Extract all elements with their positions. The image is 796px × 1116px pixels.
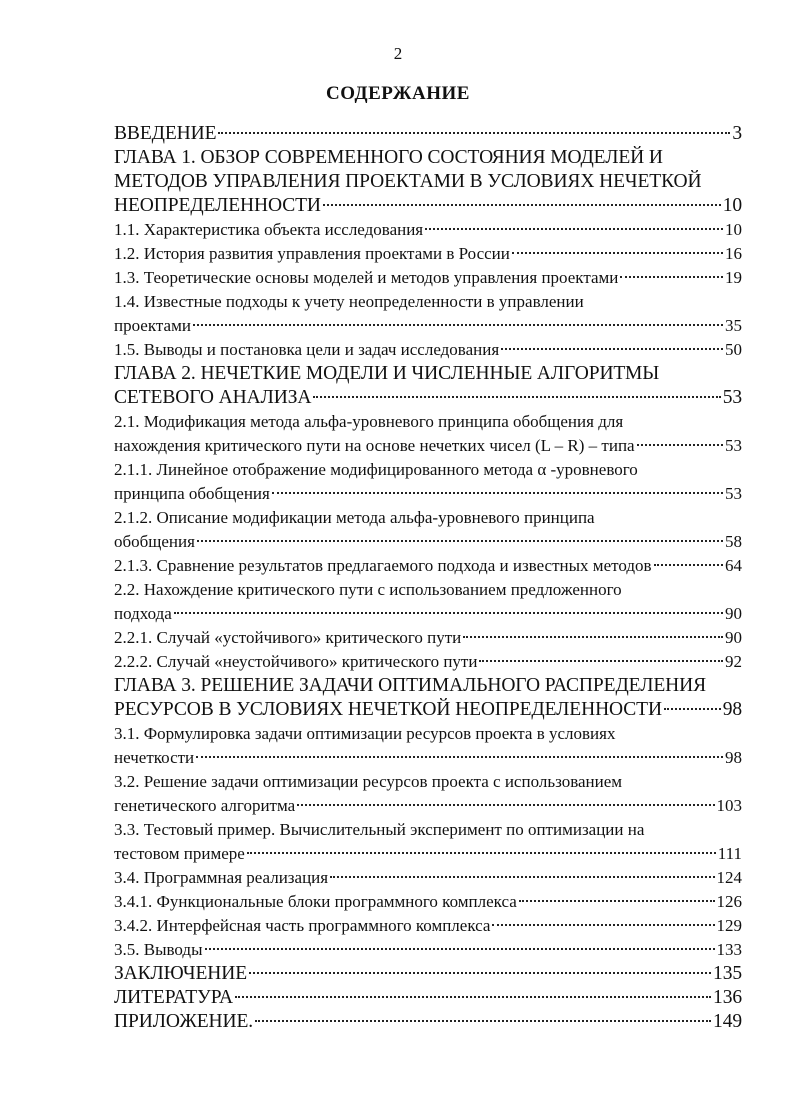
toc-entry-text: 1.1. Характеристика объекта исследования xyxy=(114,220,424,239)
toc-entry-line xyxy=(114,650,742,674)
dot-leader xyxy=(313,396,720,398)
toc-page-number: 64 xyxy=(725,556,742,575)
dot-leader xyxy=(197,540,723,542)
toc-entry-text: 3.4. Программная реализация xyxy=(114,868,329,887)
toc-entry[interactable] xyxy=(114,290,742,338)
dot-leader xyxy=(519,900,715,902)
toc-entry-text: 3.4.2. Интерфейсная часть программного комплекса xyxy=(114,916,491,935)
toc-entry-line xyxy=(114,482,742,506)
dot-leader xyxy=(196,756,723,758)
toc-entry[interactable] xyxy=(114,266,742,290)
toc-entry-line xyxy=(114,410,742,434)
toc-page-number: 58 xyxy=(725,532,742,551)
toc-entry[interactable] xyxy=(114,722,742,770)
dot-leader xyxy=(193,324,723,326)
toc-entry-text: ЗАКЛЮЧЕНИЕ xyxy=(114,963,248,984)
toc-entry-text: проектами xyxy=(114,316,191,335)
toc-page-number: 53 xyxy=(725,436,742,455)
dot-leader xyxy=(479,660,723,662)
toc-entry[interactable] xyxy=(114,122,742,146)
toc-entry[interactable] xyxy=(114,818,742,866)
toc-entry-text: НЕОПРЕДЕЛЕННОСТИ xyxy=(114,195,321,216)
toc-page-number: 129 xyxy=(716,916,742,935)
toc-entry-text: ЛИТЕРАТУРА xyxy=(114,987,233,1008)
toc-entry-text: 2.1. Модификация метода альфа-уровневого принципа обобщения для xyxy=(114,412,624,431)
toc-entry-line xyxy=(114,314,742,338)
toc-entry-line xyxy=(114,722,742,746)
toc-page-number: 98 xyxy=(722,699,742,720)
toc-page-number: 19 xyxy=(725,268,742,287)
toc-entry-line xyxy=(114,194,742,218)
table-of-contents xyxy=(114,122,742,1034)
dot-leader xyxy=(501,348,723,350)
toc-entry-text: ГЛАВА 3. РЕШЕНИЕ ЗАДАЧИ ОПТИМАЛЬНОГО РАСПРЕДЕЛЕНИЯ xyxy=(114,675,707,696)
dot-leader xyxy=(205,948,715,950)
dot-leader xyxy=(174,612,723,614)
toc-entry-line xyxy=(114,674,742,698)
toc-entry[interactable] xyxy=(114,626,742,650)
toc-page-number: 35 xyxy=(725,316,742,335)
dot-leader xyxy=(272,492,723,494)
toc-entry-text: 3.1. Формулировка задачи оптимизации ресурсов проекта в условиях xyxy=(114,724,616,743)
toc-entry-text: МЕТОДОВ УПРАВЛЕНИЯ ПРОЕКТАМИ В УСЛОВИЯХ НЕЧЕТКОЙ xyxy=(114,171,702,192)
toc-page-number: 135 xyxy=(713,963,742,984)
toc-entry-line xyxy=(114,626,742,650)
toc-page-number: 16 xyxy=(725,244,742,263)
toc-page-number: 90 xyxy=(725,604,742,623)
toc-page-number: 126 xyxy=(716,892,742,911)
toc-entry[interactable] xyxy=(114,218,742,242)
toc-page-number: 53 xyxy=(725,484,742,503)
toc-entry-text: 2.2.2. Случай «неустойчивого» критического пути xyxy=(114,652,478,671)
toc-entry[interactable] xyxy=(114,914,742,938)
toc-entry-text: 1.5. Выводы и постановка цели и задач исследования xyxy=(114,340,500,359)
dot-leader xyxy=(664,708,721,710)
dot-leader xyxy=(620,276,723,278)
toc-entry-text: 3.4.1. Функциональные блоки программного комплекса xyxy=(114,892,517,911)
toc-entry-line xyxy=(114,506,742,530)
toc-page-number: 3 xyxy=(732,123,742,144)
toc-entry-text: СЕТЕВОГО АНАЛИЗА xyxy=(114,387,312,408)
toc-entry-text: ГЛАВА 2. НЕЧЕТКИЕ МОДЕЛИ И ЧИСЛЕННЫЕ АЛГОРИТМЫ xyxy=(114,363,660,384)
dot-leader xyxy=(425,228,723,230)
dot-leader xyxy=(297,804,714,806)
toc-entry-text: 3.2. Решение задачи оптимизации ресурсов проекта с использованием xyxy=(114,772,623,791)
toc-entry[interactable] xyxy=(114,650,742,674)
toc-page-number: 50 xyxy=(725,340,742,359)
toc-entry[interactable] xyxy=(114,458,742,506)
toc-entry-text: генетического алгоритма xyxy=(114,796,296,815)
toc-entry-line xyxy=(114,746,742,770)
toc-entry[interactable] xyxy=(114,362,742,410)
toc-entry-line xyxy=(114,146,742,170)
toc-entry-line xyxy=(114,890,742,914)
toc-page-number: 92 xyxy=(725,652,742,671)
toc-page-number: 103 xyxy=(716,796,742,815)
toc-entry-line xyxy=(114,1010,742,1034)
toc-entry[interactable] xyxy=(114,866,742,890)
toc-entry-text: нечеткости xyxy=(114,748,195,767)
toc-entry-line xyxy=(114,986,742,1010)
dot-leader xyxy=(247,852,716,854)
toc-entry-line xyxy=(114,338,742,362)
toc-entry[interactable] xyxy=(114,242,742,266)
toc-entry-text: 2.1.1. Линейное отображение модифицированного метода α -уровневого xyxy=(114,460,638,479)
toc-page-number: 90 xyxy=(725,628,742,647)
toc-entry-line xyxy=(114,122,742,146)
dot-leader xyxy=(654,564,723,566)
toc-page-number: 10 xyxy=(722,195,742,216)
toc-entry-text: принципа обобщения xyxy=(114,484,270,503)
toc-entry-line xyxy=(114,818,742,842)
toc-entry-line xyxy=(114,602,742,626)
dot-leader xyxy=(512,252,723,254)
toc-entry[interactable] xyxy=(114,938,742,962)
dot-leader xyxy=(492,924,714,926)
dot-leader xyxy=(637,444,723,446)
toc-page-number: 53 xyxy=(722,387,742,408)
toc-page-number: 111 xyxy=(717,844,742,863)
toc-entry-line xyxy=(114,242,742,266)
toc-page-number: 149 xyxy=(713,1011,742,1032)
toc-entry-line xyxy=(114,842,742,866)
toc-entry-line xyxy=(114,914,742,938)
toc-entry[interactable] xyxy=(114,962,742,986)
dot-leader xyxy=(249,972,711,974)
toc-entry-line xyxy=(114,266,742,290)
toc-entry-text: обобщения xyxy=(114,532,195,551)
toc-entry-text: РЕСУРСОВ В УСЛОВИЯХ НЕЧЕТКОЙ НЕОПРЕДЕЛЕННОСТИ xyxy=(114,699,662,720)
toc-entry-text: 2.1.2. Описание модификации метода альфа-уровневого принципа xyxy=(114,508,595,527)
toc-entry-line xyxy=(114,866,742,890)
dot-leader xyxy=(323,204,721,206)
toc-entry-line xyxy=(114,170,742,194)
toc-entry-line xyxy=(114,290,742,314)
toc-page-number: 133 xyxy=(716,940,742,959)
toc-entry-text: 1.2. История развития управления проектами в России xyxy=(114,244,510,263)
page-title: СОДЕРЖАНИЕ xyxy=(326,83,470,104)
toc-page-number: 124 xyxy=(716,868,742,887)
toc-entry-text: 2.2.1. Случай «устойчивого» критического пути xyxy=(114,628,462,647)
toc-page-number: 98 xyxy=(725,748,742,767)
toc-entry-text: 1.3. Теоретические основы моделей и методов управления проектами xyxy=(114,268,619,287)
toc-entry-line xyxy=(114,218,742,242)
toc-entry-text: подхода xyxy=(114,604,172,623)
toc-entry-line xyxy=(114,770,742,794)
toc-page-number: 10 xyxy=(725,220,742,239)
page-number: 2 xyxy=(393,44,403,63)
toc-entry-line xyxy=(114,938,742,962)
toc-entry-text: 2.1.3. Сравнение результатов предлагаемого подхода и известных методов xyxy=(114,556,652,575)
toc-entry[interactable] xyxy=(114,146,742,218)
toc-entry-text: 2.2. Нахождение критического пути с использованием предложенного xyxy=(114,580,622,599)
toc-entry[interactable] xyxy=(114,674,742,722)
toc-page-number: 136 xyxy=(713,987,742,1008)
toc-entry[interactable] xyxy=(114,986,742,1010)
toc-entry-line xyxy=(114,698,742,722)
toc-entry-line xyxy=(114,578,742,602)
toc-entry-text: нахождения критического пути на основе нечетких чисел (L – R) – типа xyxy=(114,436,635,455)
toc-entry[interactable] xyxy=(114,770,742,818)
toc-entry-line xyxy=(114,434,742,458)
toc-entry-text: ПРИЛОЖЕНИЕ. xyxy=(114,1011,254,1032)
toc-entry-line xyxy=(114,458,742,482)
toc-entry-text: тестовом примере xyxy=(114,844,245,863)
toc-entry[interactable] xyxy=(114,578,742,626)
toc-entry-text: ВВЕДЕНИЕ xyxy=(114,123,217,144)
toc-entry-line xyxy=(114,962,742,986)
toc-entry[interactable] xyxy=(114,890,742,914)
toc-entry-line xyxy=(114,554,742,578)
dot-leader xyxy=(463,636,723,638)
toc-entry-text: 3.3. Тестовый пример. Вычислительный эксперимент по оптимизации на xyxy=(114,820,645,839)
dot-leader xyxy=(330,876,714,878)
toc-entry-line xyxy=(114,362,742,386)
dot-leader xyxy=(255,1020,711,1022)
toc-entry-text: 1.4. Известные подходы к учету неопределенности в управлении xyxy=(114,292,584,311)
toc-entry-text: 3.5. Выводы xyxy=(114,940,203,959)
toc-entry[interactable] xyxy=(114,554,742,578)
toc-entry-line xyxy=(114,794,742,818)
toc-entry-text: ГЛАВА 1. ОБЗОР СОВРЕМЕННОГО СОСТОЯНИЯ МОДЕЛЕЙ И xyxy=(114,147,663,168)
toc-entry[interactable] xyxy=(114,338,742,362)
toc-entry[interactable] xyxy=(114,1010,742,1034)
toc-entry-line xyxy=(114,530,742,554)
dot-leader xyxy=(218,132,730,134)
toc-entry-line xyxy=(114,386,742,410)
toc-entry[interactable] xyxy=(114,506,742,554)
dot-leader xyxy=(235,996,711,998)
toc-entry[interactable] xyxy=(114,410,742,458)
